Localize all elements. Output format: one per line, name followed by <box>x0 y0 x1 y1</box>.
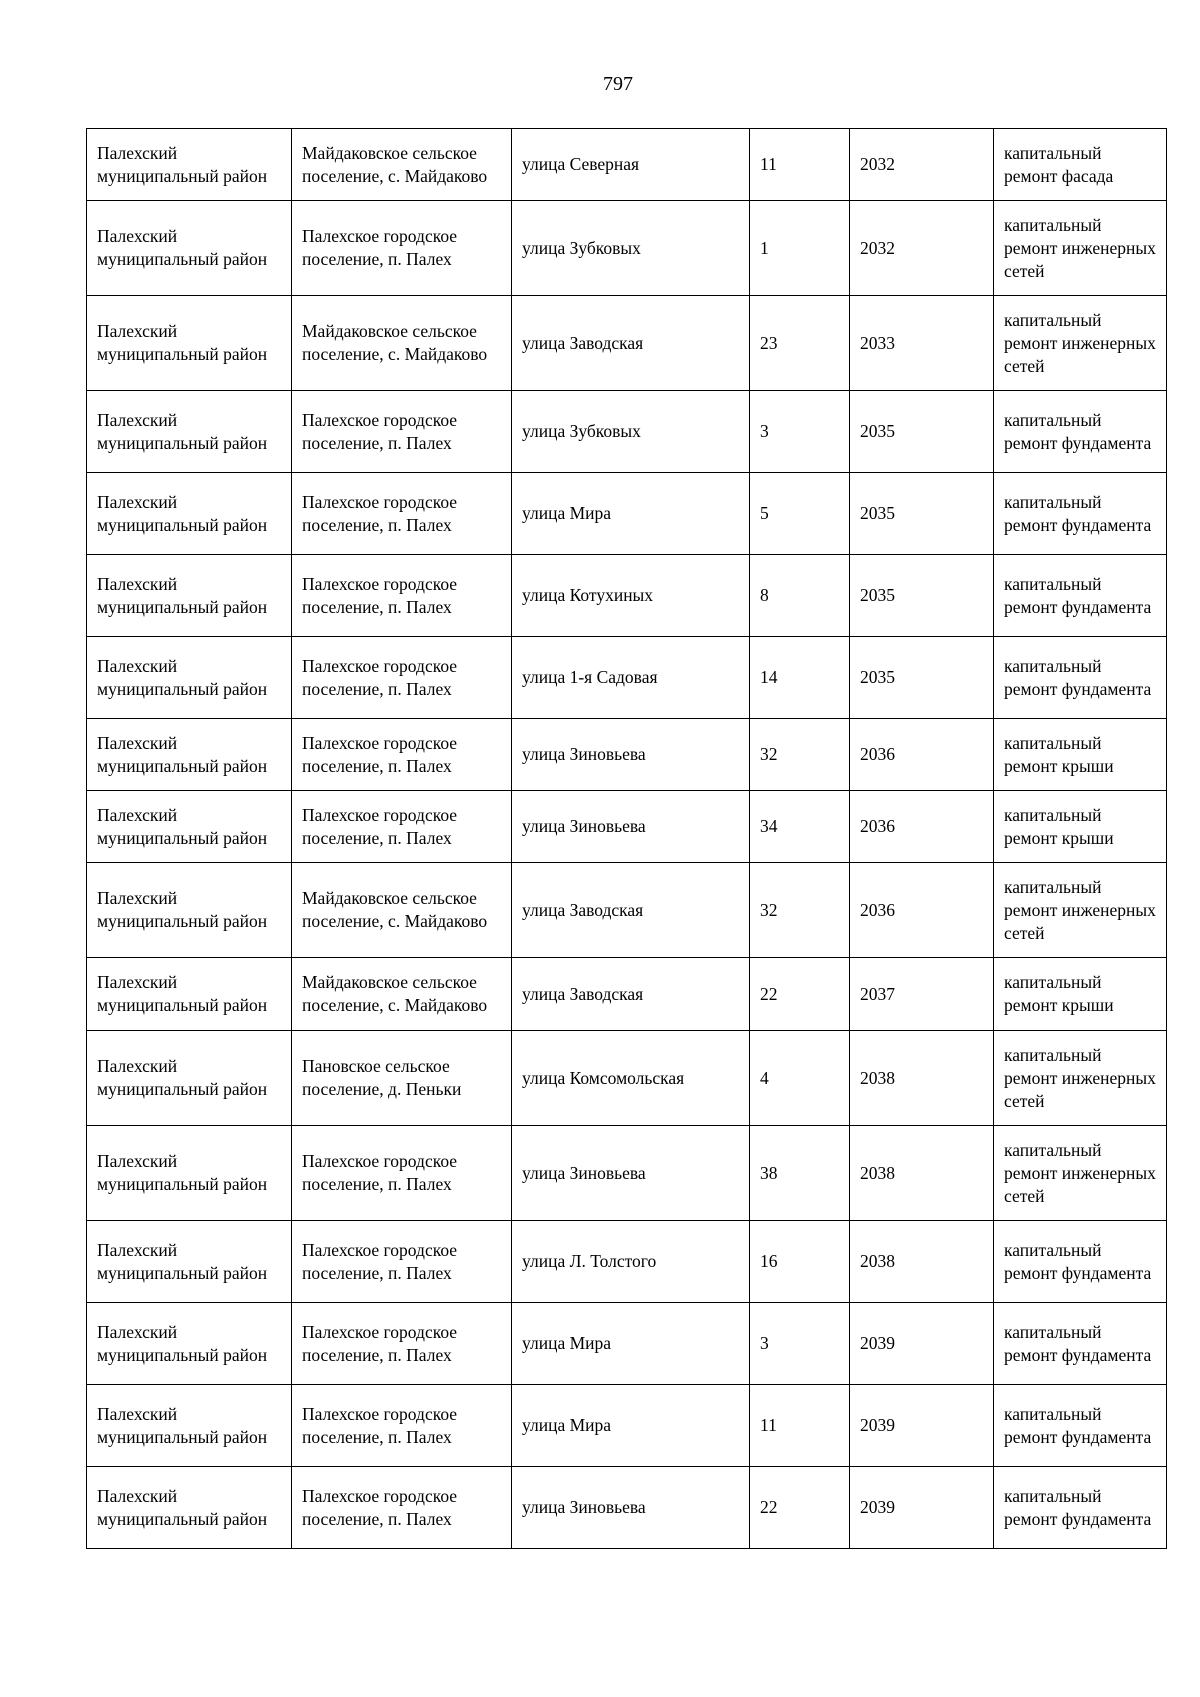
year-cell: 2039 <box>850 1303 994 1385</box>
street-cell: улица Мира <box>512 1385 750 1467</box>
year-cell: 2039 <box>850 1467 994 1549</box>
street-cell: улица Заводская <box>512 863 750 958</box>
settlement-cell: Палехское городское поселение, п. Палех <box>292 201 512 296</box>
district-cell: Палехский муниципальный район <box>87 1126 292 1221</box>
street-cell: улица Зиновьева <box>512 719 750 791</box>
table-row <box>87 791 1167 863</box>
street-cell: улица Зиновьева <box>512 1126 750 1221</box>
house-number-cell: 5 <box>750 473 850 555</box>
street-cell: улица Заводская <box>512 958 750 1031</box>
table-row <box>87 1031 1167 1126</box>
year-cell: 2033 <box>850 296 994 391</box>
house-number-cell: 11 <box>750 1385 850 1467</box>
district-cell: Палехский муниципальный район <box>87 863 292 958</box>
district-cell: Палехский муниципальный район <box>87 1303 292 1385</box>
table-row <box>87 555 1167 637</box>
settlement-cell: Палехское городское поселение, п. Палех <box>292 1467 512 1549</box>
work-type-cell: капитальный ремонт фундамента <box>994 1385 1167 1467</box>
year-cell: 2035 <box>850 555 994 637</box>
district-cell: Палехский муниципальный район <box>87 637 292 719</box>
settlement-cell: Майдаковское сельское поселение, с. Майдаково <box>292 129 512 201</box>
street-cell: улица Зиновьева <box>512 1467 750 1549</box>
work-type-cell: капитальный ремонт фундамента <box>994 1467 1167 1549</box>
table-row <box>87 1126 1167 1221</box>
work-type-cell: капитальный ремонт фасада <box>994 129 1167 201</box>
district-cell: Палехский муниципальный район <box>87 555 292 637</box>
street-cell: улица Котухиных <box>512 555 750 637</box>
work-type-cell: капитальный ремонт фундамента <box>994 637 1167 719</box>
work-type-cell: капитальный ремонт инженерных сетей <box>994 201 1167 296</box>
settlement-cell: Палехское городское поселение, п. Палех <box>292 1303 512 1385</box>
table-row <box>87 1467 1167 1549</box>
year-cell: 2032 <box>850 129 994 201</box>
house-number-cell: 11 <box>750 129 850 201</box>
work-type-cell: капитальный ремонт фундамента <box>994 1221 1167 1303</box>
table-row <box>87 1385 1167 1467</box>
street-cell: улица Комсомольская <box>512 1031 750 1126</box>
street-cell: улица 1-я Садовая <box>512 637 750 719</box>
table-row <box>87 296 1167 391</box>
district-cell: Палехский муниципальный район <box>87 201 292 296</box>
street-cell: улица Северная <box>512 129 750 201</box>
table-row <box>87 129 1167 201</box>
district-cell: Палехский муниципальный район <box>87 958 292 1031</box>
district-cell: Палехский муниципальный район <box>87 1467 292 1549</box>
work-type-cell: капитальный ремонт фундамента <box>994 391 1167 473</box>
street-cell: улица Зубковых <box>512 391 750 473</box>
house-number-cell: 4 <box>750 1031 850 1126</box>
street-cell: улица Мира <box>512 473 750 555</box>
year-cell: 2037 <box>850 958 994 1031</box>
table-body <box>87 129 1167 1549</box>
street-cell: улица Зубковых <box>512 201 750 296</box>
settlement-cell: Палехское городское поселение, п. Палех <box>292 1126 512 1221</box>
house-number-cell: 34 <box>750 791 850 863</box>
work-type-cell: капитальный ремонт инженерных сетей <box>994 1126 1167 1221</box>
house-number-cell: 8 <box>750 555 850 637</box>
street-cell: улица Зиновьева <box>512 791 750 863</box>
district-cell: Палехский муниципальный район <box>87 791 292 863</box>
work-type-cell: капитальный ремонт крыши <box>994 719 1167 791</box>
work-type-cell: капитальный ремонт инженерных сетей <box>994 863 1167 958</box>
year-cell: 2032 <box>850 201 994 296</box>
house-number-cell: 22 <box>750 1467 850 1549</box>
settlement-cell: Майдаковское сельское поселение, с. Майдаково <box>292 863 512 958</box>
settlement-cell: Палехское городское поселение, п. Палех <box>292 637 512 719</box>
house-number-cell: 38 <box>750 1126 850 1221</box>
house-number-cell: 14 <box>750 637 850 719</box>
district-cell: Палехский муниципальный район <box>87 473 292 555</box>
work-type-cell: капитальный ремонт крыши <box>994 958 1167 1031</box>
house-number-cell: 3 <box>750 1303 850 1385</box>
house-number-cell: 1 <box>750 201 850 296</box>
page-number: 797 <box>603 73 633 95</box>
settlement-cell: Майдаковское сельское поселение, с. Майдаково <box>292 958 512 1031</box>
year-cell: 2036 <box>850 719 994 791</box>
district-cell: Палехский муниципальный район <box>87 719 292 791</box>
work-type-cell: капитальный ремонт инженерных сетей <box>994 1031 1167 1126</box>
district-cell: Палехский муниципальный район <box>87 129 292 201</box>
table-row <box>87 958 1167 1031</box>
house-number-cell: 16 <box>750 1221 850 1303</box>
table-row <box>87 391 1167 473</box>
street-cell: улица Заводская <box>512 296 750 391</box>
settlement-cell: Палехское городское поселение, п. Палех <box>292 1385 512 1467</box>
year-cell: 2036 <box>850 863 994 958</box>
district-cell: Палехский муниципальный район <box>87 296 292 391</box>
table-row <box>87 473 1167 555</box>
table-row <box>87 201 1167 296</box>
year-cell: 2038 <box>850 1126 994 1221</box>
house-number-cell: 32 <box>750 719 850 791</box>
settlement-cell: Палехское городское поселение, п. Палех <box>292 555 512 637</box>
settlement-cell: Палехское городское поселение, п. Палех <box>292 1221 512 1303</box>
district-cell: Палехский муниципальный район <box>87 1031 292 1126</box>
work-type-cell: капитальный ремонт фундамента <box>994 473 1167 555</box>
district-cell: Палехский муниципальный район <box>87 1385 292 1467</box>
settlement-cell: Палехское городское поселение, п. Палех <box>292 473 512 555</box>
repair-schedule-table <box>86 128 1167 1549</box>
house-number-cell: 23 <box>750 296 850 391</box>
year-cell: 2036 <box>850 791 994 863</box>
table-row <box>87 863 1167 958</box>
year-cell: 2039 <box>850 1385 994 1467</box>
settlement-cell: Пановское сельское поселение, д. Пеньки <box>292 1031 512 1126</box>
year-cell: 2035 <box>850 473 994 555</box>
work-type-cell: капитальный ремонт инженерных сетей <box>994 296 1167 391</box>
work-type-cell: капитальный ремонт фундамента <box>994 555 1167 637</box>
table-row <box>87 719 1167 791</box>
table-row <box>87 1221 1167 1303</box>
table-row <box>87 637 1167 719</box>
year-cell: 2038 <box>850 1031 994 1126</box>
year-cell: 2035 <box>850 391 994 473</box>
settlement-cell: Палехское городское поселение, п. Палех <box>292 719 512 791</box>
year-cell: 2035 <box>850 637 994 719</box>
work-type-cell: капитальный ремонт крыши <box>994 791 1167 863</box>
street-cell: улица Мира <box>512 1303 750 1385</box>
settlement-cell: Майдаковское сельское поселение, с. Майдаково <box>292 296 512 391</box>
house-number-cell: 22 <box>750 958 850 1031</box>
house-number-cell: 32 <box>750 863 850 958</box>
district-cell: Палехский муниципальный район <box>87 391 292 473</box>
table-row <box>87 1303 1167 1385</box>
settlement-cell: Палехское городское поселение, п. Палех <box>292 791 512 863</box>
house-number-cell: 3 <box>750 391 850 473</box>
district-cell: Палехский муниципальный район <box>87 1221 292 1303</box>
work-type-cell: капитальный ремонт фундамента <box>994 1303 1167 1385</box>
year-cell: 2038 <box>850 1221 994 1303</box>
street-cell: улица Л. Толстого <box>512 1221 750 1303</box>
settlement-cell: Палехское городское поселение, п. Палех <box>292 391 512 473</box>
